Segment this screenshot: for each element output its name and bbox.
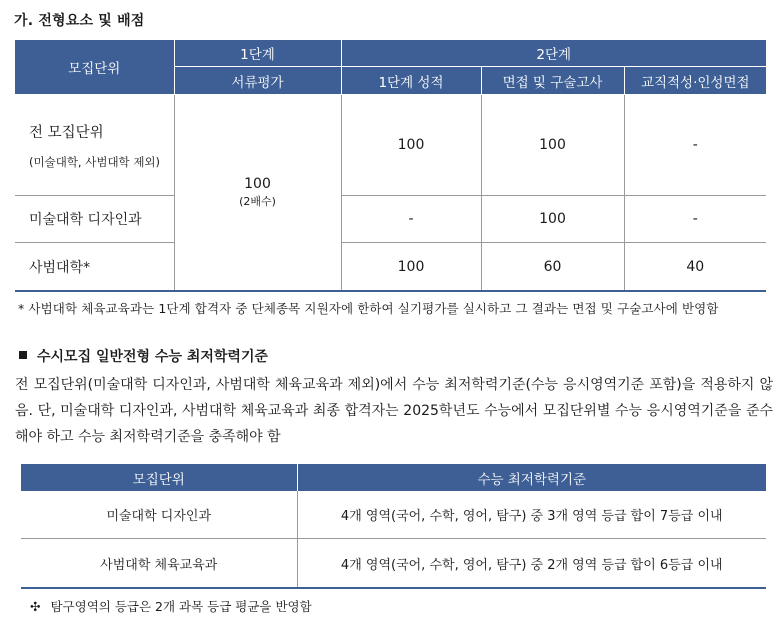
header-doc-eval: 서류평가 — [174, 67, 341, 95]
header-stage2: 2단계 — [341, 40, 766, 67]
unit-cell — [15, 95, 174, 196]
section2-heading — [19, 346, 268, 366]
header-teaching: 교직적성·인성면접 — [624, 67, 766, 95]
footnote-2 — [30, 597, 312, 615]
table-row — [15, 243, 766, 292]
footnote: * 사범대학 체육교육과는 1단계 합격자 중 단체종목 지원자에 한하여 실기평가를 실시하고 그 결과는 면접 및 구술고사에 반영함 — [18, 301, 719, 316]
header-interview: 면접 및 구술고사 — [481, 67, 624, 95]
interview-cell: 100 — [481, 196, 624, 243]
header-unit: 모집단위 — [15, 40, 174, 95]
header-criteria: 수능 최저학력기준 — [297, 464, 766, 491]
section2-title: 수시모집 일반전형 수능 최저학력기준 — [37, 349, 269, 365]
header-stage1: 1단계 — [174, 40, 341, 67]
table-row — [21, 539, 766, 589]
square-bullet-icon — [19, 351, 27, 359]
unit-cell: 사범대학 체육교육과 — [21, 539, 297, 589]
minimum-criteria-table — [21, 464, 766, 589]
table-row — [21, 491, 766, 539]
header-stage1-score: 1단계 성적 — [341, 67, 481, 95]
doc-eval-note: (2배수) — [239, 195, 276, 208]
stage1-score-cell: 100 — [341, 95, 481, 196]
section-title: 가. 전형요소 및 배점 — [14, 13, 145, 29]
table-row — [15, 196, 766, 243]
teaching-cell: 40 — [624, 243, 766, 292]
criteria-cell: 4개 영역(국어, 수학, 영어, 탐구) 중 2개 영역 등급 합이 6등급 이내 — [340, 557, 723, 573]
unit-name: 전 모집단위 — [29, 124, 104, 141]
cross-bullet-icon: ✣ — [30, 599, 41, 614]
unit-name: 미술대학 디자인과 — [15, 196, 174, 243]
unit-cell: 미술대학 디자인과 — [21, 491, 297, 539]
doc-eval-cell — [174, 95, 341, 292]
footnote-2-text: 탐구영역의 등급은 2개 과목 등급 평균을 반영함 — [50, 599, 312, 614]
teaching-cell: - — [624, 196, 766, 243]
header-unit: 모집단위 — [21, 464, 297, 491]
stage1-score-cell: 100 — [341, 243, 481, 292]
table-row — [15, 95, 766, 196]
criteria-paragraph: 전 모집단위(미술대학 디자인과, 사범대학 체육교육과 제외)에서 수능 최저학력기준(수능 응시영역기준 포함)을 적용하지 않음. 단, 미술대학 디자인과, 사범대학 체육교육과 최종 합격자는 2025학년도 수능에서 모집단위별 수능 응시영역기준을 준수해야 하고 수능 최저학력기준을 충족해야 함 — [15, 377, 773, 445]
interview-cell: 60 — [481, 243, 624, 292]
unit-name: 사범대학* — [15, 243, 174, 292]
stage1-score-cell: - — [341, 196, 481, 243]
scoring-table — [15, 39, 766, 292]
teaching-cell: - — [624, 95, 766, 196]
doc-eval-value: 100 — [244, 176, 271, 192]
criteria-cell: 4개 영역(국어, 수학, 영어, 탐구) 중 3개 영역 등급 합이 7등급 이내 — [297, 491, 766, 539]
unit-note: (미술대학, 사범대학 제외) — [29, 154, 161, 169]
interview-cell: 100 — [481, 95, 624, 196]
